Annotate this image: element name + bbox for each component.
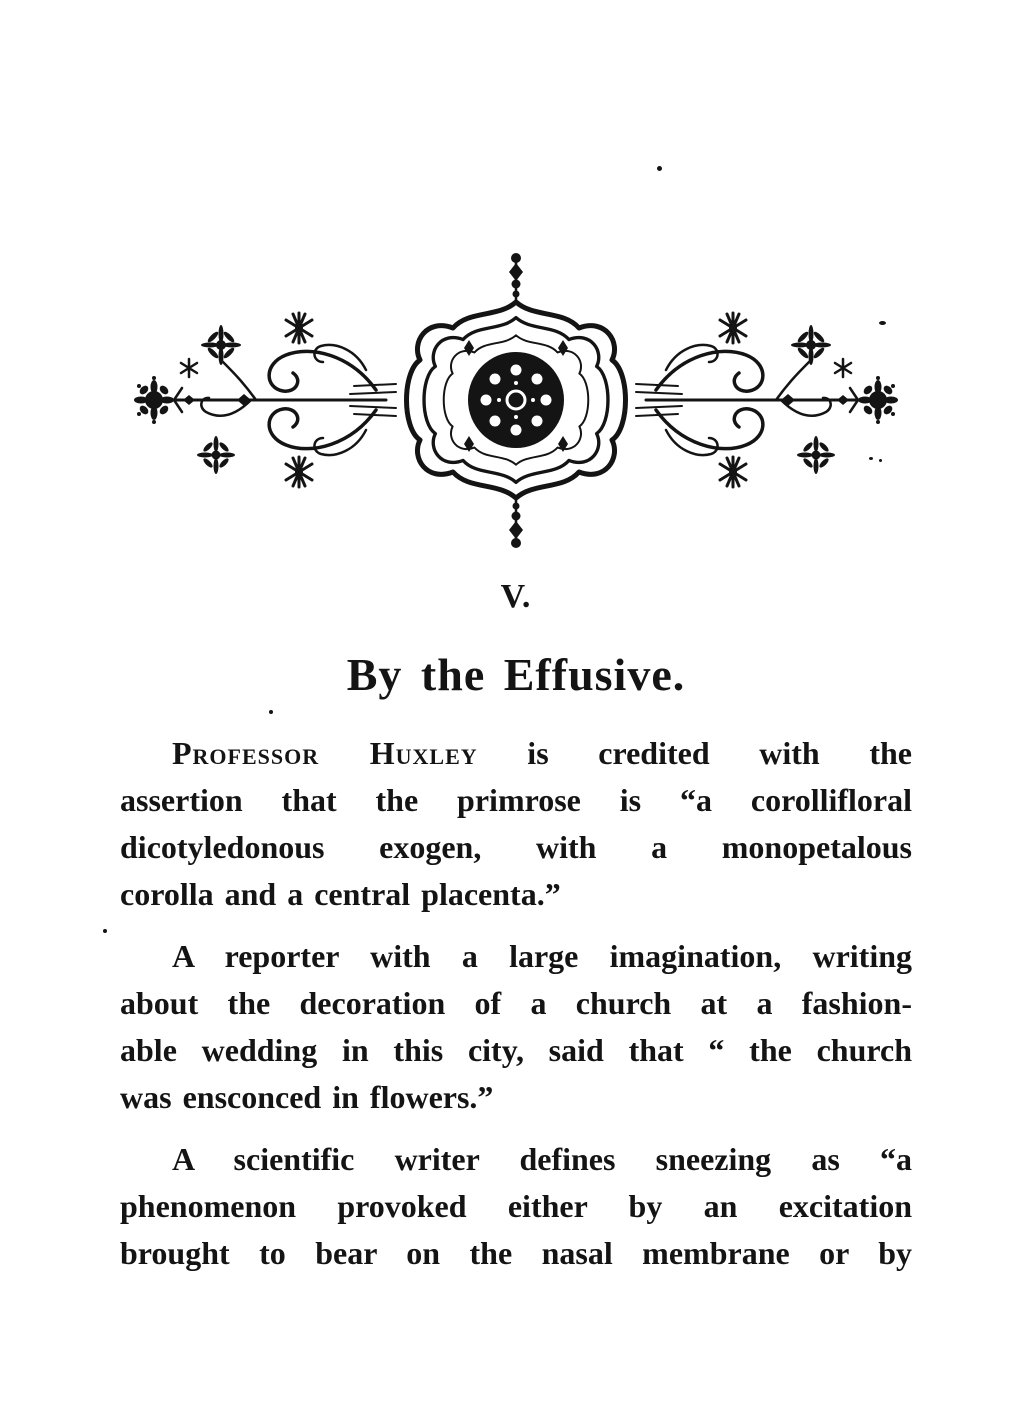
scan-speck xyxy=(657,166,662,171)
text-line xyxy=(120,730,912,777)
paragraph xyxy=(120,730,912,918)
text-line: phenomenon provoked either by an excitation xyxy=(120,1188,912,1224)
text-line: about the decoration of a church at a fashion- xyxy=(120,985,912,1021)
scan-speck xyxy=(103,929,107,933)
paragraph xyxy=(120,933,912,1121)
floral-headpiece-ornament xyxy=(121,250,911,550)
scan-speck xyxy=(869,457,873,460)
text-line: A scientific writer defines sneezing as “a xyxy=(172,1141,912,1177)
scan-speck xyxy=(879,459,882,462)
text-line: assertion that the primrose is “a corollifloral xyxy=(120,782,912,818)
page-title: By the Effusive. xyxy=(346,649,686,700)
scan-speck xyxy=(269,710,273,714)
chapter-number: V. xyxy=(500,578,532,615)
text-block xyxy=(120,730,912,1292)
text-line: corolla and a central placenta.” xyxy=(120,876,561,912)
paragraph xyxy=(120,1136,912,1277)
text-line: A reporter with a large imagination, writing xyxy=(172,938,912,974)
text-line: able wedding in this city, said that “ the church xyxy=(120,1032,912,1068)
text-line: brought to bear on the nasal membrane or by xyxy=(120,1235,912,1271)
text-line: was ensconced in flowers.” xyxy=(120,1079,494,1115)
text-line: dicotyledonous exogen, with a monopetalous xyxy=(120,829,912,865)
text-run: is credited with the xyxy=(477,735,913,771)
smallcaps-name: Professor Huxley xyxy=(172,735,478,771)
scan-speck xyxy=(879,321,886,325)
